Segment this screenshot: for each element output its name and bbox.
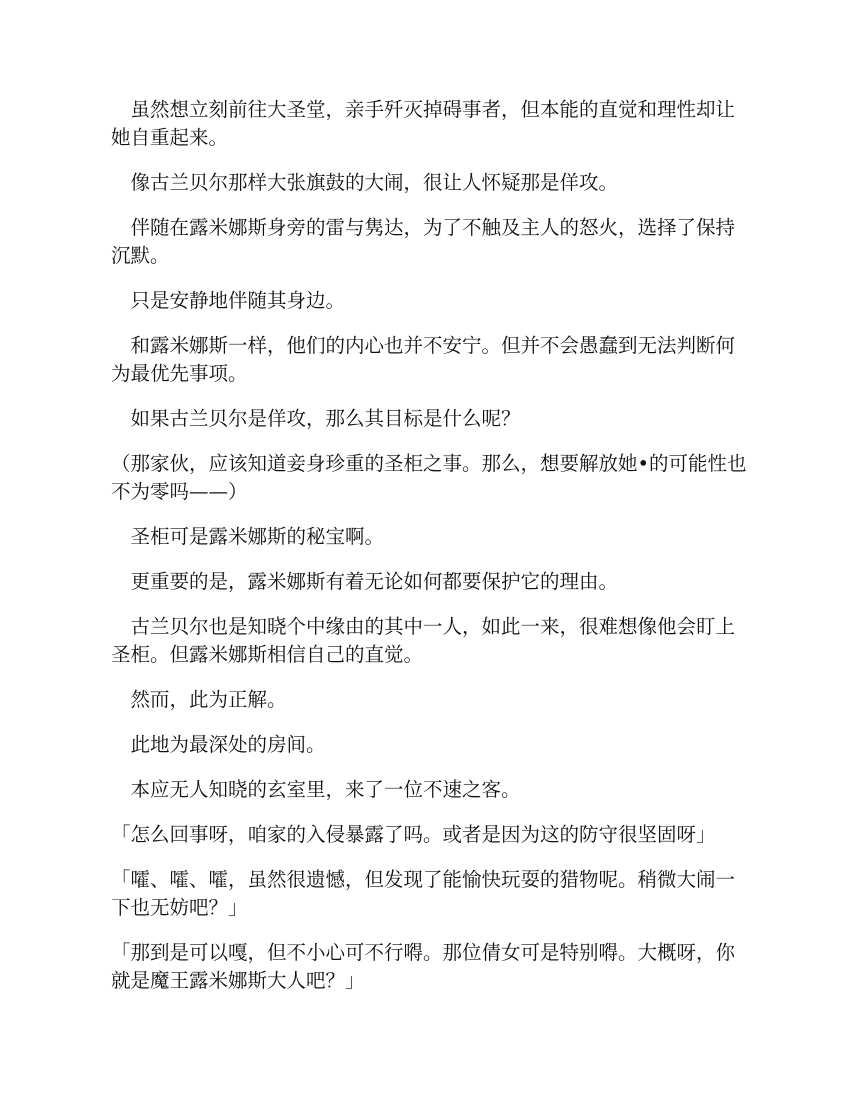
dialogue-paragraph: 「嚯、嚯、嚯，虽然很遗憾，但发现了能愉快玩耍的猎物呢。稍微大闹一下也无妨吧？」 <box>111 868 736 919</box>
dialogue-paragraph: 「那到是可以嘎，但不小心可不行嘚。那位倩女可是特别嘚。大概呀，你就是魔王露米娜斯大人吧？」 <box>111 941 736 992</box>
paragraph: （那家伙，应该知道妾身珍重的圣柜之事。那么，想要解放她•的可能性也不为零吗——） <box>111 452 747 503</box>
document-page <box>111 96 747 1012</box>
paragraph: 此地为最深处的房间。 <box>111 733 326 756</box>
paragraph: 伴随在露米娜斯身旁的雷与隽达，为了不触及主人的怒火，选择了保持沉默。 <box>111 216 736 267</box>
paragraph: 和露米娜斯一样，他们的内心也并不安宁。但并不会愚蠢到无法判断何为最优先事项。 <box>111 334 736 385</box>
paragraph: 只是安静地伴随其身边。 <box>111 289 346 312</box>
dialogue-paragraph: 「怎么回事呀，咱家的入侵暴露了吗。或者是因为这的防守很坚固呀」 <box>111 823 716 846</box>
paragraph: 圣柜可是露米娜斯的秘宝啊。 <box>111 525 385 548</box>
paragraph: 更重要的是，露米娜斯有着无论如何都要保护它的理由。 <box>111 570 619 593</box>
paragraph: 虽然想立刻前往大圣堂，亲手歼灭掉碍事者，但本能的直觉和理性却让她自重起来。 <box>111 98 736 149</box>
paragraph: 像古兰贝尔那样大张旗鼓的大闹，很让人怀疑那是佯攻。 <box>111 171 619 194</box>
paragraph: 然而，此为正解。 <box>111 688 287 711</box>
paragraph: 本应无人知晓的玄室里，来了一位不速之客。 <box>111 778 521 801</box>
paragraph: 如果古兰贝尔是佯攻，那么其目标是什么呢？ <box>111 407 521 430</box>
paragraph: 古兰贝尔也是知晓个中缘由的其中一人，如此一来，很难想像他会盯上圣柜。但露米娜斯相信自己的直觉。 <box>111 615 736 666</box>
